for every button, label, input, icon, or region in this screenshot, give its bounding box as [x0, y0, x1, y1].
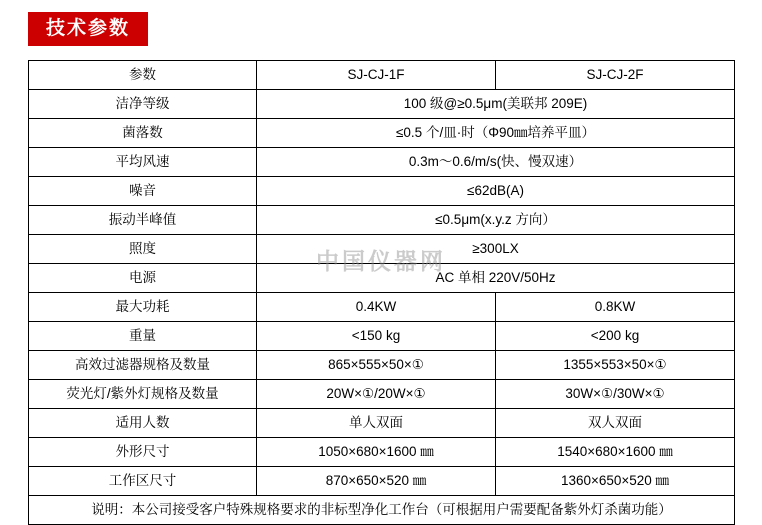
row-value-b: <200 kg: [496, 322, 735, 351]
watermark-text: 中国仪器网: [316, 248, 446, 274]
specification-table: [28, 60, 735, 525]
row-value-b: 30W×①/30W×①: [496, 380, 735, 409]
row-label: 洁净等级: [29, 90, 257, 119]
table-row: [29, 206, 735, 235]
table-row: [29, 322, 735, 351]
row-value-a: 865×555×50×①: [257, 351, 496, 380]
header-cell-param: 参数: [29, 61, 257, 90]
row-value-b: 双人双面: [496, 409, 735, 438]
table-row: [29, 235, 735, 264]
table-header-row: [29, 61, 735, 90]
row-label: 噪音: [29, 177, 257, 206]
row-value-a: 0.4KW: [257, 293, 496, 322]
row-label: 高效过滤器规格及数量: [29, 351, 257, 380]
row-value-merged: 0.3m～0.6/m/s(快、慢双速）: [257, 148, 735, 177]
row-value-a: 870×650×520 ㎜: [257, 467, 496, 496]
header-cell-model-a: SJ-CJ-1F: [257, 61, 496, 90]
row-value-b: 1360×650×520 ㎜: [496, 467, 735, 496]
row-label: 外形尺寸: [29, 438, 257, 467]
row-value-b: 1540×680×1600 ㎜: [496, 438, 735, 467]
row-value-merged: ≤0.5μm(x.y.z 方向）: [257, 206, 735, 235]
table-note-row: [29, 496, 735, 525]
table-row: [29, 409, 735, 438]
table-row: [29, 119, 735, 148]
row-label: 振动半峰值: [29, 206, 257, 235]
row-label: 重量: [29, 322, 257, 351]
row-value-a: 单人双面: [257, 409, 496, 438]
row-label: 电源: [29, 264, 257, 293]
row-label: 最大功耗: [29, 293, 257, 322]
row-value-a: <150 kg: [257, 322, 496, 351]
page-title: 技术参数: [28, 12, 148, 46]
row-label: 平均风速: [29, 148, 257, 177]
row-value-b: 1355×553×50×①: [496, 351, 735, 380]
header-cell-model-b: SJ-CJ-2F: [496, 61, 735, 90]
row-label: 工作区尺寸: [29, 467, 257, 496]
row-value-merged: AC 单相 220V/50Hz: [257, 264, 735, 293]
row-value-a: 1050×680×1600 ㎜: [257, 438, 496, 467]
table-note: 说明：本公司接受客户特殊规格要求的非标型净化工作台（可根据用户需要配备紫外灯杀菌功能）: [29, 496, 735, 525]
table-row: [29, 148, 735, 177]
row-value-a: 20W×①/20W×①: [257, 380, 496, 409]
row-label: 菌落数: [29, 119, 257, 148]
table-row: [29, 264, 735, 293]
row-value-merged: ≤62dB(A): [257, 177, 735, 206]
row-value-merged: 100 级@≥0.5μm(美联邦 209E): [257, 90, 735, 119]
table-row: [29, 90, 735, 119]
table-row: [29, 293, 735, 322]
table-row: [29, 351, 735, 380]
row-value-merged: ≥300LX: [257, 235, 735, 264]
row-label: 适用人数: [29, 409, 257, 438]
row-value-b: 0.8KW: [496, 293, 735, 322]
row-value-merged: ≤0.5 个/皿·时（Φ90㎜培养平皿）: [257, 119, 735, 148]
row-label: 照度: [29, 235, 257, 264]
table-row: [29, 177, 735, 206]
table-row: [29, 467, 735, 496]
table-row: [29, 438, 735, 467]
row-label: 荧光灯/紫外灯规格及数量: [29, 380, 257, 409]
table-row: [29, 380, 735, 409]
